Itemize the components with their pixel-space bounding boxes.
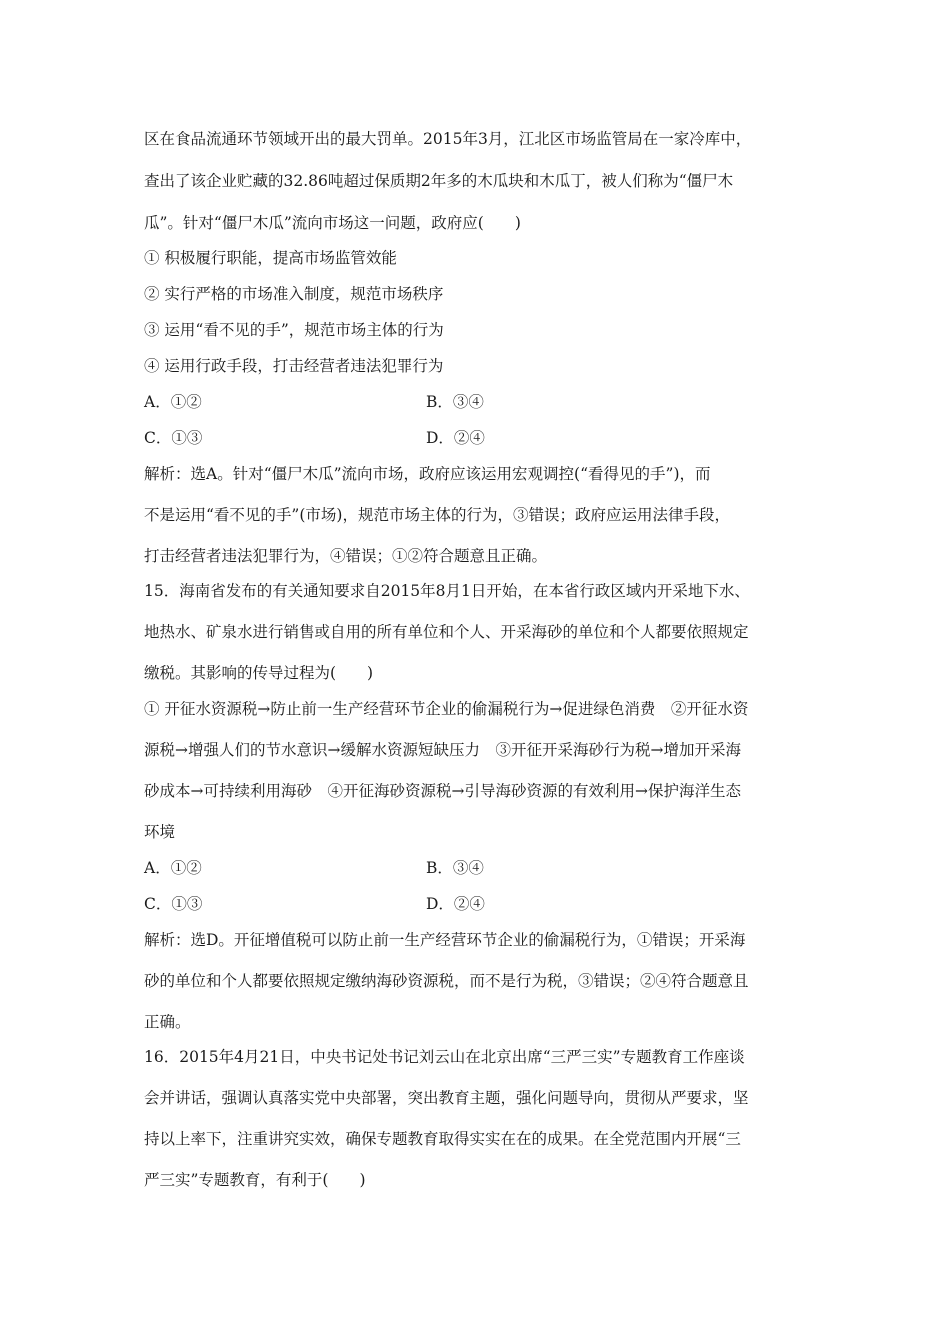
q16-stem-line-3: 持以上率下，注重讲究实效，确保专题教育取得实实在在的成果。在全党范围内开展“三 — [144, 1130, 741, 1148]
q14-stem-line-3: 瓜”。针对“僵尸木瓜”流向市场这一问题，政府应( ) — [144, 214, 521, 232]
q15-item-line-2: 源税→增强人们的节水意识→缓解水资源短缺压力 ③开征开采海砂行为税→增加开采海 — [144, 741, 741, 759]
q15-option-d: D．②④ — [426, 895, 485, 913]
q16-stem-line-4: 严三实”专题教育，有利于( ) — [144, 1171, 366, 1189]
q14-item-2: ② 实行严格的市场准入制度，规范市场秩序 — [144, 285, 444, 303]
q15-analysis-line-2: 砂的单位和个人都要依照规定缴纳海砂资源税，而不是行为税，③错误；②④符合题意且 — [144, 972, 749, 990]
q14-stem-line-1: 区在食品流通环节领域开出的最大罚单。2015年3月，江北区市场监管局在一家冷库中， — [144, 130, 752, 148]
q15-stem-line-3: 缴税。其影响的传导过程为( ) — [144, 664, 374, 682]
q15-item-line-1: ① 开征水资源税→防止前一生产经营环节企业的偷漏税行为→促进绿色消费 ②开征水资 — [144, 700, 749, 718]
q15-option-b: B．③④ — [426, 859, 484, 877]
q15-analysis-line-3: 正确。 — [144, 1013, 191, 1031]
q14-analysis-line-3: 打击经营者违法犯罪行为，④错误；①②符合题意且正确。 — [144, 547, 548, 565]
q14-analysis-line-2: 不是运用“看不见的手”(市场)，规范市场主体的行为，③错误；政府应运用法律手段， — [144, 506, 730, 524]
q14-option-b: B．③④ — [426, 393, 484, 411]
q14-option-d: D．②④ — [426, 429, 485, 447]
q15-stem-line-1: 15．海南省发布的有关通知要求自2015年8月1日开始，在本省行政区域内开采地下水、 — [144, 582, 750, 600]
q15-stem-line-2: 地热水、矿泉水进行销售或自用的所有单位和个人、开采海砂的单位和个人都要依照规定 — [144, 623, 749, 641]
q15-analysis-line-1: 解析：选D。开征增值税可以防止前一生产经营环节企业的偷漏税行为，①错误；开采海 — [144, 931, 746, 949]
q14-stem-line-2: 查出了该企业贮藏的32.86吨超过保质期2年多的木瓜块和木瓜丁，被人们称为“僵尸木 — [144, 172, 734, 190]
q14-item-3: ③ 运用“看不见的手”，规范市场主体的行为 — [144, 321, 444, 339]
q15-option-a: A．①② — [144, 859, 202, 877]
q15-item-line-4: 环境 — [144, 823, 176, 841]
q14-option-a: A．①② — [144, 393, 202, 411]
q16-stem-line-1: 16．2015年4月21日，中央书记处书记刘云山在北京出席“三严三实”专题教育工作座谈 — [144, 1048, 745, 1066]
q14-item-1: ① 积极履行职能，提高市场监管效能 — [144, 249, 397, 267]
q16-stem-line-2: 会并讲话，强调认真落实党中央部署，突出教育主题，强化问题导向，贯彻从严要求，坚 — [144, 1089, 749, 1107]
q14-item-4: ④ 运用行政手段，打击经营者违法犯罪行为 — [144, 357, 444, 375]
q14-option-c: C．①③ — [144, 429, 203, 447]
q14-analysis-line-1: 解析：选A。针对“僵尸木瓜”流向市场，政府应该运用宏观调控(“看得见的手”)，而 — [144, 465, 711, 483]
q15-option-c: C．①③ — [144, 895, 203, 913]
q15-item-line-3: 砂成本→可持续利用海砂 ④开征海砂资源税→引导海砂资源的有效利用→保护海洋生态 — [144, 782, 741, 800]
